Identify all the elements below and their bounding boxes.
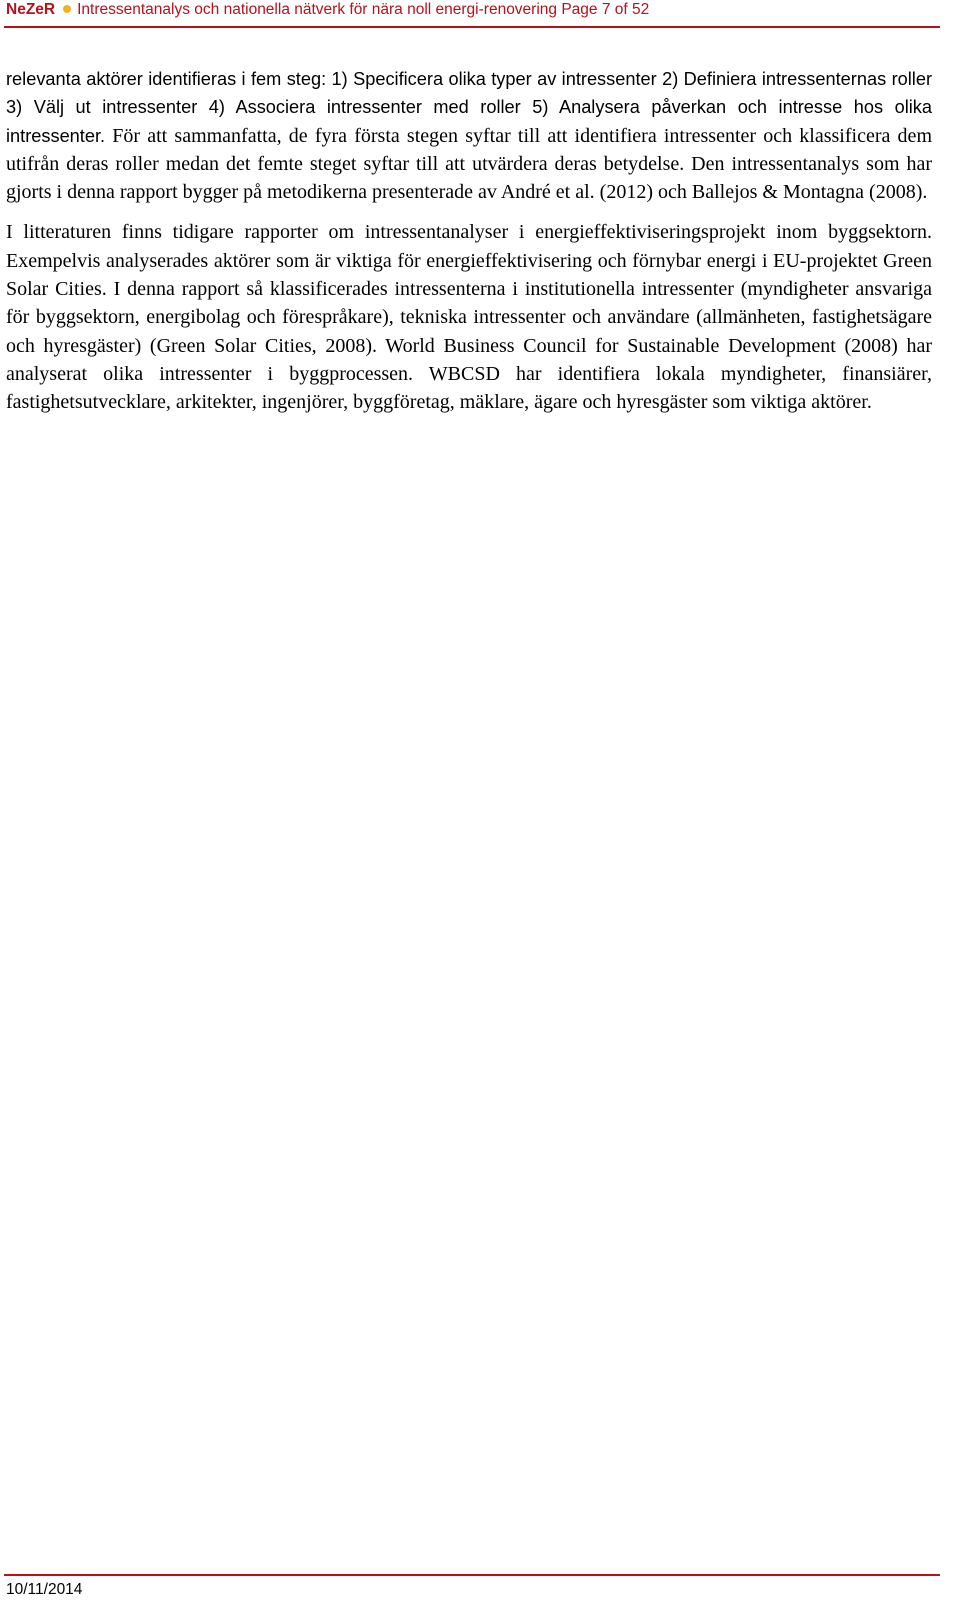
paragraph-2: I litteraturen finns tidigare rapporter om intressentanalyser i energieffektiviseringsprojekt inom byggsektorn. Exempelvis analyserades aktörer som är viktiga för energieffektivisering och förnybar energi i EU-projektet Green Solar Cities. I denna rapport så klassificerades intressenterna i institutionella intressenter (myndigheter ansvariga för byggsektorn, energibolag och förespråkare), tekniska intressenter och användare (allmänheten, fastighetsägare och hyresgäster) (Green Solar Cities, 2008). World Business Council for Sustainable Development (2008) har analyserat olika intressenter i byggprocessen. WBCSD har identifiera lokala myndigheter, finansiärer, fastighetsutvecklare, arkitekter, ingenjörer, byggföretag, mäklare, ägare och hyresgäster som viktiga aktörer.	[6, 221, 932, 414]
footer-divider	[4, 1574, 940, 1576]
page-header	[6, 0, 940, 22]
bullet-dot-icon	[63, 5, 71, 13]
brand-name: NeZeR	[6, 1, 56, 18]
document-body	[6, 65, 932, 429]
paragraph-1-serif-part: För att sammanfatta, de fyra första stegen syftar till att identifiera intressenter och klassificera dem utifrån deras roller medan det femte steget syftar till att utvärdera deras betydelse. Den intressentanalys som har gjorts i denna rapport bygger på metodikerna presenterade av André et al. (2012) och Ballejos & Montagna (2008).	[6, 124, 932, 204]
paragraph-1	[6, 65, 932, 206]
document-title: Intressentanalys och nationella nätverk för nära noll energi-renovering Page 7 of 52	[77, 1, 650, 18]
paragraph-1-sans-part: relevanta aktörer identifieras i fem steg: 1) Specificera olika typer av intressenter 2) Definiera intressenternas roller 3) Välj ut intressenter 4) Associera intressenter med roller 5) Analysera påverkan och intresse hos olika intressenter.	[6, 69, 932, 146]
header-divider	[4, 26, 940, 28]
footer-date: 10/11/2014	[6, 1581, 83, 1598]
